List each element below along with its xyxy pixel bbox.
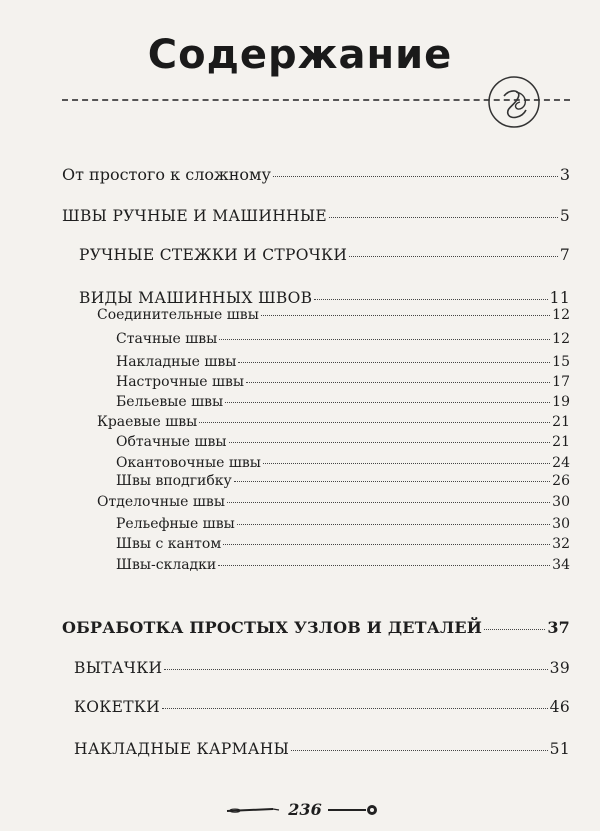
toc-entry[interactable] bbox=[74, 698, 570, 716]
toc-page-number: 37 bbox=[547, 618, 570, 637]
page-footer bbox=[0, 798, 600, 824]
dot-leader bbox=[329, 217, 558, 218]
page-title: Содержание bbox=[147, 32, 453, 78]
dot-leader bbox=[225, 402, 550, 403]
toc-entry-label: ШВЫ РУЧНЫЕ И МАШИННЫЕ bbox=[62, 207, 328, 225]
toc-entry-label: Отделочные швы bbox=[97, 494, 225, 510]
dot-leader bbox=[314, 299, 547, 300]
toc-page-number: 30 bbox=[552, 516, 570, 532]
toc-entry[interactable] bbox=[62, 618, 570, 637]
toc-entry[interactable] bbox=[97, 494, 570, 510]
toc-entry-label: НАКЛАДНЫЕ КАРМАНЫ bbox=[74, 740, 290, 758]
dot-leader bbox=[349, 256, 558, 257]
toc-entry[interactable] bbox=[116, 394, 570, 410]
dot-leader bbox=[273, 176, 558, 177]
dot-leader bbox=[484, 629, 545, 630]
toc-entry[interactable] bbox=[74, 740, 570, 758]
toc-entry[interactable] bbox=[62, 207, 570, 225]
dot-leader bbox=[263, 463, 550, 464]
toc-page-number: 21 bbox=[552, 414, 570, 430]
toc-entry[interactable] bbox=[97, 307, 570, 323]
toc-entry[interactable] bbox=[116, 557, 570, 573]
toc-entry-label: Накладные швы bbox=[116, 354, 237, 370]
toc-page-number: 19 bbox=[552, 394, 570, 410]
toc-page-number: 34 bbox=[552, 557, 570, 573]
dot-leader bbox=[234, 481, 550, 482]
toc-page-number: 15 bbox=[552, 354, 570, 370]
dot-leader bbox=[229, 442, 551, 443]
toc-page-number: 51 bbox=[549, 740, 570, 758]
dot-leader bbox=[219, 339, 550, 340]
toc-entry[interactable] bbox=[97, 414, 570, 430]
toc-page-number: 46 bbox=[549, 698, 570, 716]
toc-entry[interactable] bbox=[116, 434, 570, 450]
toc-entry[interactable] bbox=[74, 659, 570, 677]
toc-page-number: 39 bbox=[549, 659, 570, 677]
toc-entry-label: Швы с кантом bbox=[116, 536, 222, 552]
needle-icon bbox=[225, 802, 281, 818]
toc-entry[interactable] bbox=[116, 473, 570, 489]
toc-entry-label: Краевые швы bbox=[97, 414, 198, 430]
toc-entry-label: Швы-складки bbox=[116, 557, 217, 573]
toc-page-number: 5 bbox=[559, 207, 570, 225]
toc-entry-label: КОКЕТКИ bbox=[74, 698, 160, 716]
toc-entry-label: Стачные швы bbox=[116, 331, 218, 347]
toc-page-number: 3 bbox=[559, 165, 570, 184]
toc-page-number: 7 bbox=[559, 246, 570, 264]
toc-entry[interactable] bbox=[116, 331, 570, 347]
toc-page-number: 17 bbox=[552, 374, 570, 390]
toc-entry[interactable] bbox=[116, 354, 570, 370]
toc-entry-label: Окантовочные швы bbox=[116, 455, 261, 471]
toc-page-number: 30 bbox=[552, 494, 570, 510]
toc-entry-label: ВИДЫ МАШИННЫХ ШВОВ bbox=[79, 289, 313, 307]
toc-entry[interactable] bbox=[62, 165, 570, 184]
toc-page-number: 12 bbox=[552, 331, 570, 347]
toc-entry-label: Соединительные швы bbox=[97, 307, 259, 323]
toc-entry-label: Бельевые швы bbox=[116, 394, 224, 410]
toc-entry[interactable] bbox=[79, 246, 570, 264]
toc-entry[interactable] bbox=[116, 455, 570, 471]
toc-page-number: 21 bbox=[552, 434, 570, 450]
toc-page-number: 32 bbox=[552, 536, 570, 552]
toc-page-number: 26 bbox=[552, 473, 570, 489]
toc-entry-label: От простого к сложному bbox=[62, 165, 271, 184]
toc-entry-label: РУЧНЫЕ СТЕЖКИ И СТРОЧКИ bbox=[79, 246, 348, 264]
needle-with-thread-icon bbox=[326, 802, 382, 818]
dot-leader bbox=[291, 750, 547, 751]
dot-leader bbox=[261, 315, 550, 316]
toc-entry-label: Настрочные швы bbox=[116, 374, 245, 390]
toc-entry-label: ВЫТАЧКИ bbox=[74, 659, 163, 677]
toc-entry-label: ОБРАБОТКА ПРОСТЫХ УЗЛОВ И ДЕТАЛЕЙ bbox=[62, 618, 483, 637]
dot-leader bbox=[223, 544, 550, 545]
toc-entry-label: Швы вподгибку bbox=[116, 473, 232, 489]
dot-leader bbox=[237, 524, 550, 525]
toc-page-number: 12 bbox=[552, 307, 570, 323]
dot-leader bbox=[246, 382, 550, 383]
dot-leader bbox=[218, 565, 550, 566]
toc-page-number: 11 bbox=[549, 289, 570, 307]
dot-leader bbox=[164, 669, 547, 670]
toc-entry[interactable] bbox=[116, 374, 570, 390]
dot-leader bbox=[227, 502, 550, 503]
toc-entry[interactable] bbox=[79, 289, 570, 307]
dot-leader bbox=[199, 422, 550, 423]
toc-entry-label: Рельефные швы bbox=[116, 516, 235, 532]
toc-entry[interactable] bbox=[116, 516, 570, 532]
toc-entry[interactable] bbox=[116, 536, 570, 552]
toc-entry-label: Обтачные швы bbox=[116, 434, 227, 450]
dot-leader bbox=[238, 362, 550, 363]
dot-leader bbox=[162, 708, 548, 709]
toc-page-number: 24 bbox=[552, 455, 570, 471]
page-number: 236 bbox=[288, 800, 322, 819]
